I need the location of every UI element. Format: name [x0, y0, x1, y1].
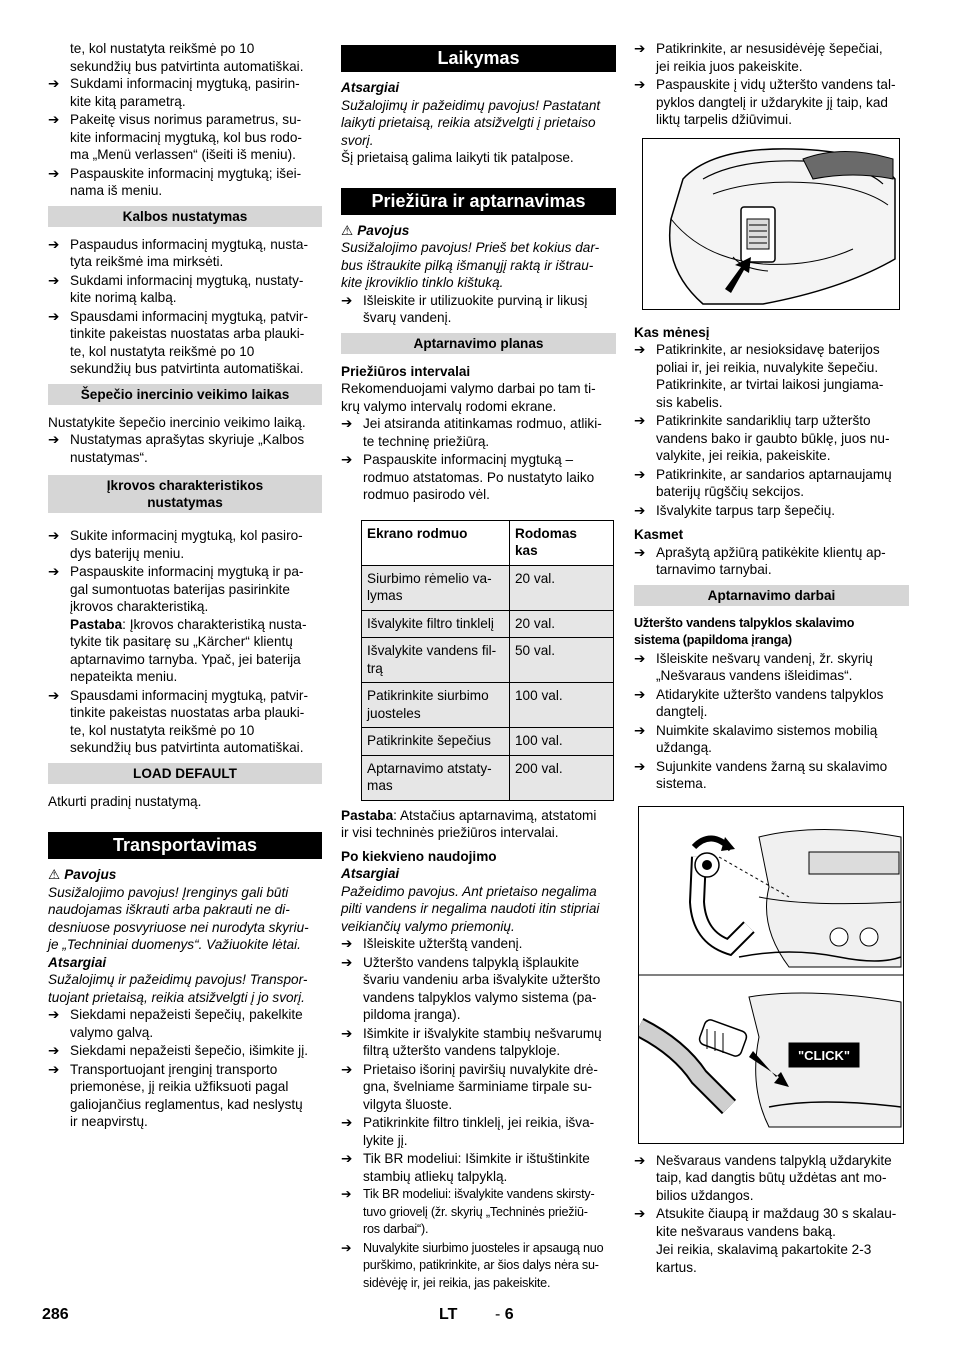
arrow-right-icon: ➔ [48, 1043, 60, 1058]
step: ➔ Jei atsiranda atitinkamas rodmuo, atliki- te techninę priežiūrą. [341, 416, 602, 449]
step: ➔ Patikrinkite sandariklių tarp užteršto vandens bako ir gaubto būklę, juos nu- valykite, jei reikia, pakeiskite. [634, 413, 890, 463]
step: ➔ Išleiskite nešvarų vandenį, žr. skyrių „Nešvaraus vandens išleidimas“. [634, 650, 873, 683]
tank-lid-illustration [643, 139, 899, 309]
step: ➔ Prietaiso išorinį paviršių nuvalykite drė- gna, švelniame šarminiame tirpale su- vilgyta šluoste. [341, 1061, 598, 1112]
arrow-right-icon: ➔ [48, 564, 60, 579]
step: ➔ Tik BR modeliui: išvalykite vandens skirsty- tuvo griovelį (žr. skyrių „Techninės priežiū- ros darbai“). [341, 1187, 595, 1236]
table-header-cell: Rodomas kas [510, 520, 614, 565]
table-row: Išvalykite vandens fil- trą 50 val. [362, 638, 614, 683]
click-label: "CLICK" [797, 1047, 851, 1063]
warning-triangle-icon: ⚠ [48, 867, 61, 882]
section-heading-ikrovos: Įkrovos charakteristikos nustatymas [48, 475, 322, 513]
arrow-right-icon: ➔ [634, 686, 646, 702]
step: ➔ Paspauskite į vidų užteršto vandens tal- pyklos dangtelį ir uždarykite jį taip, kad liktų tarpelis džiūvimui. [634, 77, 896, 127]
arrow-right-icon: ➔ [634, 466, 646, 482]
step: ➔ Paspauskite informacinį mygtuką – rodmuo atstatomas. Po nustatyto laiko rodmuo pasirodo vėl. [341, 452, 595, 502]
step: ➔ Siekdami nepažeisti šepečio, išimkite jį. [48, 1043, 308, 1058]
caution-text: Sužalojimų ir pažeidimų pavojus! Pastatant laikyti prietaisą, reikia atsižvelgti į prietaiso svorį. [341, 97, 601, 148]
warning-label: ⚠ Pavojus [341, 222, 410, 238]
table-header-row [362, 520, 614, 565]
arrow-right-icon: ➔ [341, 452, 353, 467]
section-heading-load-default: LOAD DEFAULT [48, 763, 322, 784]
step: ➔ Užteršto vandens talpyklą išplaukite švariu vandeniu arba išvalykite užteršto vandens talpyklos valymo sistema (pa- pildoma įranga). [341, 954, 601, 1022]
arrow-right-icon: ➔ [48, 165, 60, 181]
step: ➔ Patikrinkite, ar nesioksidavę baterijos poliai ir, jei reikia, nuvalykite šepečiu. Patikrinkite, ar tvirtai laikosi jungiama- sis kabelis. [634, 342, 884, 410]
caution-label: Atsargiai [341, 80, 400, 95]
rinse-hose-illustration [639, 807, 903, 1143]
step: ➔ Atsukite čiaupą ir maždaug 30 s skalau- kite nešvaraus vandens baką. [634, 1206, 897, 1239]
arrow-right-icon: ➔ [48, 308, 60, 324]
step: ➔ Siekdami nepažeisti šepečių, pakelkite valymo galvą. [48, 1007, 303, 1040]
table-row: Aptarnavimo atstaty- mas 200 val. [362, 755, 614, 800]
step: ➔ Sujunkite vandens žarną su skalavimo sistema. [634, 758, 888, 791]
caution-label: Atsargiai [48, 954, 107, 970]
section-heading-planas: Aptarnavimo planas [341, 333, 616, 354]
step: ➔ Patikrinkite, ar sandarios aptarnaujamų baterijų rūgščių sekcijos. [634, 466, 892, 499]
arrow-right-icon: ➔ [48, 1007, 60, 1022]
table-header-cell: Ekrano rodmuo [362, 520, 510, 565]
step: ➔ Aprašytą apžiūrą patikėkite klientų ap- tarnavimo tarnybai. [634, 544, 886, 577]
intro-text: te, kol nustatyta reikšmė po 10 sekundžių bus patvirtinta automatiškai. [70, 41, 304, 74]
step: ➔ Tik BR modeliui: Išimkite ir ištuštinkite stambių atliekų talpyklą. [341, 1151, 590, 1184]
figure-rinse-hose [638, 806, 904, 1144]
arrow-right-icon: ➔ [634, 1152, 646, 1168]
arrow-right-icon: ➔ [48, 687, 60, 703]
arrow-right-icon: ➔ [341, 1025, 353, 1041]
step: ➔ Nuvalykite siurbimo juosteles ir apsaugą nuo purškimo, patikrinkite, ar šios dalys nėra su- sidėvėję ir, jei reikia, jas pakeiskite. [341, 1240, 604, 1290]
step: ➔ Spausdami informacinį mygtuką, patvir- tinkite pakeistas nuostatas arba plauki- te, kol nustatyta reikšmė po 10 sekundžių bus patvirtinta automatiškai. [48, 687, 308, 755]
arrow-right-icon: ➔ [341, 1151, 353, 1166]
chapter-heading-prieziura: Priežiūra ir aptarnavimas [341, 188, 616, 215]
arrow-right-icon: ➔ [48, 528, 60, 543]
arrow-right-icon: ➔ [634, 650, 646, 666]
warning-text: Susižalojimo pavojus! Prieš bet kokius dar- bus ištraukite pilką išmanųjį raktą ir ištrau- kite įkroviklio tinklo kištuką. [341, 240, 600, 290]
sub-heading: Priežiūros intervalai [341, 363, 471, 379]
column-1 [48, 40, 322, 1132]
sub-heading: Užteršto vandens talpyklos skalavimo sistema (papildoma įranga) [634, 615, 855, 647]
step: ➔ Išleiskite ir utilizuokite purviną ir likusį švarų vandenį. [341, 292, 588, 325]
step: ➔ Pakeitę visus norimus parametrus, su- kite informacinį mygtuką, kol bus rodo- ma „Menü verlassen“ (išeiti iš meniu). [48, 112, 302, 162]
section-heading-sepecio: Šepečio inercinio veikimo laikas [48, 384, 322, 405]
arrow-right-icon: ➔ [48, 112, 60, 127]
step: ➔ Patikrinkite filtro tinklelį, jei reikia, išva- lykite jį. [341, 1115, 595, 1148]
step: ➔ Patikrinkite, ar nesusidėvėję šepečiai, jei reikia juos pakeiskite. [634, 41, 883, 74]
sub-heading: Kas mėnesį [634, 324, 710, 340]
step: ➔ Atidarykite užteršto vandens talpyklos dangtelį. [634, 686, 884, 719]
body-text: Jei reikia, skalavimą pakartokite 2-3 kartus. [656, 1242, 872, 1275]
warning-triangle-icon: ⚠ [341, 222, 354, 238]
section-heading-kalbos: Kalbos nustatymas [48, 206, 322, 227]
body-text: Šį prietaisą galima laikyti tik patalpose. [341, 150, 574, 165]
step: ➔ Išvalykite tarpus tarp šepečių. [634, 502, 836, 518]
warning-label: ⚠ Pavojus [48, 867, 117, 882]
step: ➔ Nustatymas aprašytas skyriuje „Kalbos nustatymas“. [48, 432, 305, 465]
arrow-right-icon: ➔ [634, 1206, 646, 1221]
column-3 [634, 40, 909, 1276]
sub-heading: Po kiekvieno naudojimo [341, 848, 497, 864]
step: ➔ Paspaudus informacinį mygtuką, nusta- tyta reikšmė ima mirksėti. [48, 236, 309, 269]
arrow-right-icon: ➔ [634, 342, 646, 357]
arrow-right-icon: ➔ [634, 758, 646, 774]
figure-tank-lid [642, 138, 900, 310]
note-text: Pastaba: Atstačius aptarnavimą, atstatomi [341, 807, 597, 823]
caution-text: Pažeidimo pavojus. Ant prietaiso negalima pilti vandens ir negalima naudoti itin stipriai veikiančių valymo priemonių. [341, 883, 600, 934]
step: ➔ Nuimkite skalavimo sistemos mobilią uždangą. [634, 722, 878, 755]
arrow-right-icon: ➔ [341, 292, 353, 308]
arrow-right-icon: ➔ [634, 544, 646, 560]
step: ➔ Sukite informacinį mygtuką, kol pasiro- dys baterijų meniu. [48, 528, 303, 561]
step: ➔ Paspauskite informacinį mygtuką ir pa- gal sumontuotas baterijas pasirinkite įkrovos charakteristiką. Pastaba: Įkrovos charakteristiką nusta- tykite tik pasitarę su „Kärcher“ klientų aptarnavimo tarnyba. Ypač, jei baterija nepateikta meniu. [48, 563, 322, 686]
step: ➔ Išimkite ir išvalykite stambių nešvarumų filtrą užteršto vandens talpykloje. [341, 1025, 602, 1058]
arrow-right-icon: ➔ [48, 432, 60, 447]
arrow-right-icon: ➔ [634, 41, 646, 56]
section-heading-darbai: Aptarnavimo darbai [634, 585, 909, 606]
step: ➔ Paspauskite informacinį mygtuką; išei- nama iš meniu. [48, 165, 302, 198]
maintenance-table [361, 520, 614, 801]
sub-page-number: - 6 [495, 1306, 514, 1323]
column-2: Laikymas Atsargiai Sužalojimų ir pažeidimų pavojus! Pastatant laikyti prietaisą, reikia atsižvelgti į prietaiso svorį. Šį prietaisą galima laikyti tik patalpose. Priežiūra ir aptarnavimas ⚠ Pavojus Susižalojimo pavojus! Prieš bet kokius dar- bus ištraukite pilką išmanųjį raktą ir ištrau- kite įkroviklio tinklo kištuką. ➔ Išleiskite ir utilizuokite purviną ir likusį švarų vandenį. Aptarnavimo planas Priežiūros intervalai Rekomenduojami valymo darbai po tam ti- krų valymo intervalų rodomi ekrane. ➔ Jei atsiranda atitinkamas rodmuo, atliki- te techninę priežiūrą. ➔ Paspauskite informacinį mygtuką – rodmuo atstatomas. Po nustatyto laiko rodmuo pasirodo vėl. Ekrano rodmuo Rodomas kas Siurbimo rėmelio va- lymas 20 val. Išvalykite filtro tinklelį 20 val. Išvalykite vandens fil- trą 50 val. Patikrinkite siurbimo juosteles 100 val. Patikrinkite šepečius 100 val. Aptarnavimo atstaty- mas 200 val. Pastaba: Atstačius aptarnavimą, atstatomi ir visi techninės priežiūros intervalai. Po kiekvieno naudojimo Atsargiai Pažeidimo pavojus. Ant prietaiso negalima pilti vandens ir negalima naudoti itin stipriai veikiančių valymo priemonių. ➔ Išleiskite užterštą vandenį. ➔ Užteršto vandens talpyklą išplaukite švariu vandeniu arba išvalykite užteršto vandens talpyklos valymo sistema (pa- pildoma įranga). ➔ Išimkite ir išvalykite stambių nešvarumų filtrą užteršto vandens talpykloje. ➔ Prietaiso išorinį paviršių nuvalykite drė- gna, švelniame šarminiame tirpale su- vilgyta šluoste. ➔ Patikrinkite filtro tinklelį, jei reikia, išva- lykite jį. ➔ Tik BR modeliui: Išimkite ir ištuštinkite stambių atliekų talpyklą. ➔ Tik BR modeliui: išvalykite vandens skirsty- tuvo griovelį (žr. skyrių „Techninės priežiū- ros darbai“). ➔ Nuvalykite siurbimo juosteles ir apsaugą nuo purškimo, patikrinkite, ar šios dalys nėra su- sidėvėję ir, jei reikia, jas pakeiskite. [341, 45, 616, 1293]
step: ➔ Transportuojant įrenginį transporto priemonėse, jį reikia užfiksuoti pagal galiojančius reglamentus, kad neslystų ir neapvirstų. [48, 1061, 303, 1129]
arrow-right-icon: ➔ [341, 1240, 352, 1255]
arrow-right-icon: ➔ [634, 722, 646, 738]
arrow-right-icon: ➔ [634, 77, 646, 92]
arrow-right-icon: ➔ [341, 416, 353, 431]
step: ➔ Sukdami informacinį mygtuką, nustaty- kite norimą kalbą. [48, 272, 304, 305]
arrow-right-icon: ➔ [48, 1061, 60, 1077]
chapter-heading-laikymas: Laikymas [341, 45, 616, 72]
table-row: Patikrinkite siurbimo juosteles 100 val. [362, 683, 614, 728]
arrow-right-icon: ➔ [341, 1061, 353, 1077]
chapter-heading-transportavimas: Transportavimas [48, 832, 322, 859]
arrow-right-icon: ➔ [48, 76, 60, 91]
step: ➔ Spausdami informacinį mygtuką, patvir- tinkite pakeistas nuostatas arba plauki- te, kol nustatyta reikšmė po 10 sekundžių bus patvirtinta automatiškai. [48, 308, 308, 376]
arrow-right-icon: ➔ [48, 272, 60, 288]
step: ➔ Išleiskite užterštą vandenį. [341, 936, 523, 951]
sub-heading: Kasmet [634, 527, 684, 542]
arrow-right-icon: ➔ [341, 1115, 353, 1130]
step: ➔ Nešvaraus vandens talpyklą uždarykite taip, kad dangtis būtų uždėtas ant mo- bilios uždangos. [634, 1152, 892, 1203]
caution-text: Sužalojimų ir pažeidimų pavojus! Transpor- tuojant prietaisą, reikia atsižvelgti į jo svorį. [48, 972, 308, 1005]
table-row: Išvalykite filtro tinklelį 20 val. [362, 610, 614, 638]
body-text: Nustatykite šepečio inercinio veikimo laiką. [48, 414, 306, 430]
page-number: 286 [42, 1306, 69, 1323]
language-code: LT [439, 1306, 458, 1323]
arrow-right-icon: ➔ [634, 502, 646, 518]
warning-text: Susižalojimo pavojus! Įrenginys gali būti naudojamas iškrauti arba pakrauti ne di- desniuose posvyriuose nei nurodyta skyriu- je „Techniniai duomenys“. Važiuokite lėtai. [48, 884, 309, 952]
step: ➔ Sukdami informacinį mygtuką, pasirin- kite kitą parametrą. [48, 76, 300, 109]
table-row: Patikrinkite šepečius 100 val. [362, 728, 614, 756]
arrow-right-icon: ➔ [341, 1187, 352, 1201]
arrow-right-icon: ➔ [634, 413, 646, 428]
arrow-right-icon: ➔ [341, 936, 353, 951]
arrow-right-icon: ➔ [341, 954, 353, 970]
body-text: Atkurti pradinį nustatymą. [48, 793, 202, 809]
caution-label: Atsargiai [341, 866, 400, 881]
arrow-right-icon: ➔ [48, 236, 60, 252]
note-text: Pastaba: Įkrovos charakteristiką nusta- [70, 616, 307, 632]
table-row: Siurbimo rėmelio va- lymas 20 val. [362, 565, 614, 610]
